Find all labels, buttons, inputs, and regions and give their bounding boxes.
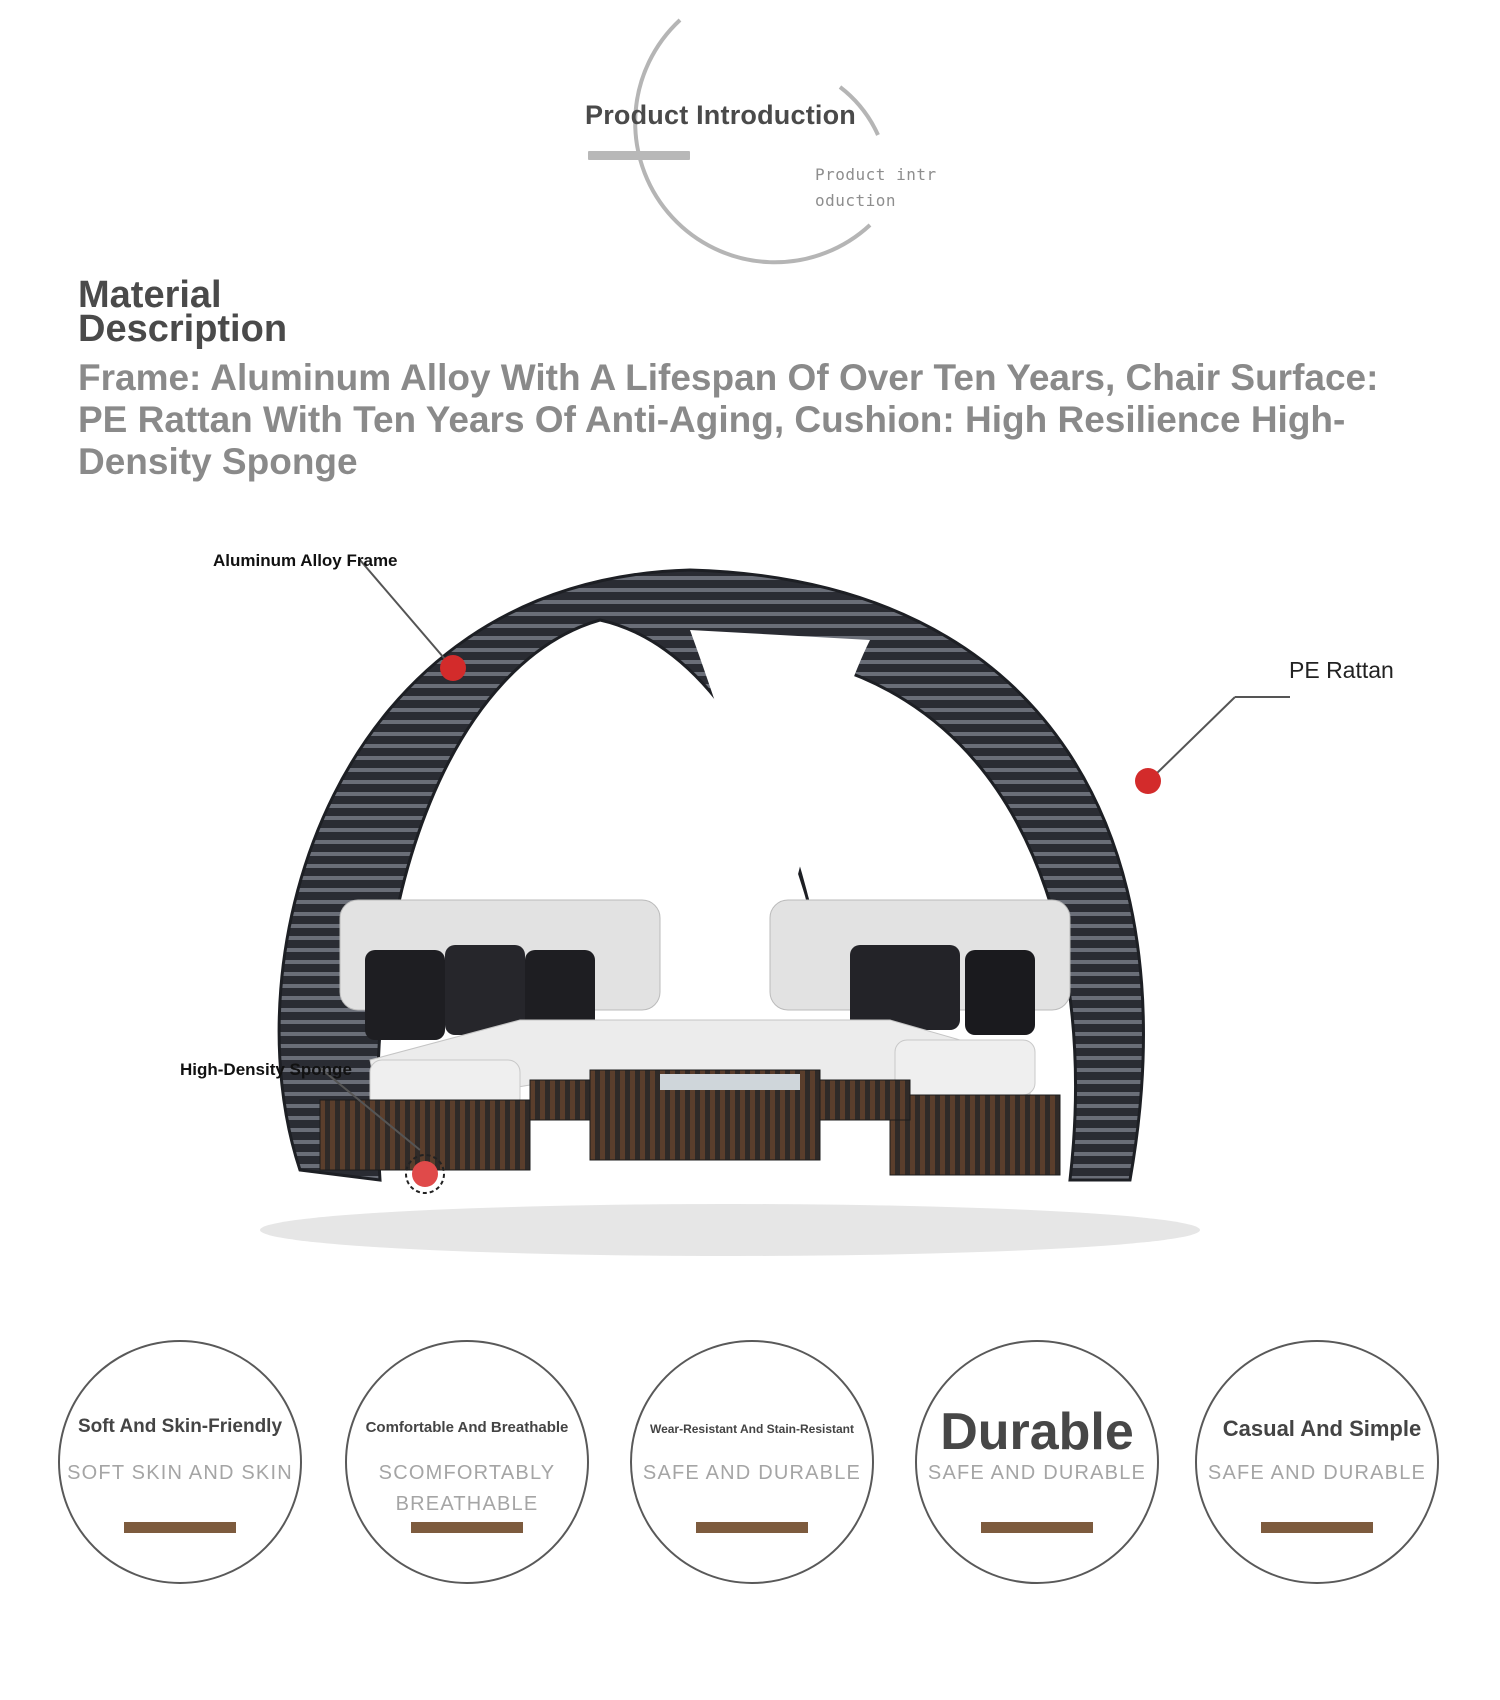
product-image xyxy=(170,540,1290,1300)
feature-comfortable-breathable xyxy=(345,1340,589,1584)
feature-title: Soft And Skin-Friendly xyxy=(77,1416,283,1437)
feature-title: Durable xyxy=(940,1403,1134,1461)
feature-subtitle: BREATHABLE xyxy=(395,1493,539,1515)
material-description: Frame: Aluminum Alloy With A Lifespan Of Over Ten Years, Chair Surface: PE Rattan With Ten Years Of Anti-Aging, Cushion: High Resilience High-Density Sponge xyxy=(78,357,1379,482)
feature-wear-stain-resistant xyxy=(630,1340,874,1584)
subtitle-line: Product intr xyxy=(815,165,937,184)
intro-ring-decoration xyxy=(610,15,890,265)
callout-sponge-label: High-Density Sponge xyxy=(180,1060,352,1079)
feature-subtitle: SOFT SKIN AND SKIN xyxy=(67,1462,293,1484)
title-underline xyxy=(588,151,690,160)
callout-rattan-label: PE Rattan xyxy=(1289,657,1394,683)
section-title: Product Introduction xyxy=(585,100,856,130)
material-heading-line: Description xyxy=(78,308,288,350)
section-subtitle xyxy=(815,162,945,214)
callout-frame-label: Aluminum Alloy Frame xyxy=(213,551,398,570)
feature-subtitle: SAFE AND DURABLE xyxy=(927,1462,1147,1484)
feature-accent-bar xyxy=(1261,1522,1373,1533)
feature-casual-simple xyxy=(1195,1340,1439,1584)
feature-title: Wear-Resistant And Stain-Resistant xyxy=(649,1422,855,1436)
feature-subtitle: SAFE AND DURABLE xyxy=(1207,1462,1427,1484)
feature-soft-skin-friendly xyxy=(58,1340,302,1584)
material-heading xyxy=(78,274,438,350)
feature-title: Comfortable And Breathable xyxy=(365,1419,569,1436)
feature-accent-bar xyxy=(124,1522,236,1533)
material-heading-line: Material xyxy=(78,274,222,316)
feature-subtitle: SCOMFORTABLY xyxy=(378,1462,556,1484)
subtitle-line: oduction xyxy=(815,191,897,210)
feature-accent-bar xyxy=(696,1522,808,1533)
feature-durable xyxy=(915,1340,1159,1584)
feature-subtitle: SAFE AND DURABLE xyxy=(642,1462,862,1484)
feature-accent-bar xyxy=(981,1522,1093,1533)
feature-accent-bar xyxy=(411,1522,523,1533)
feature-title: Casual And Simple xyxy=(1222,1416,1422,1441)
